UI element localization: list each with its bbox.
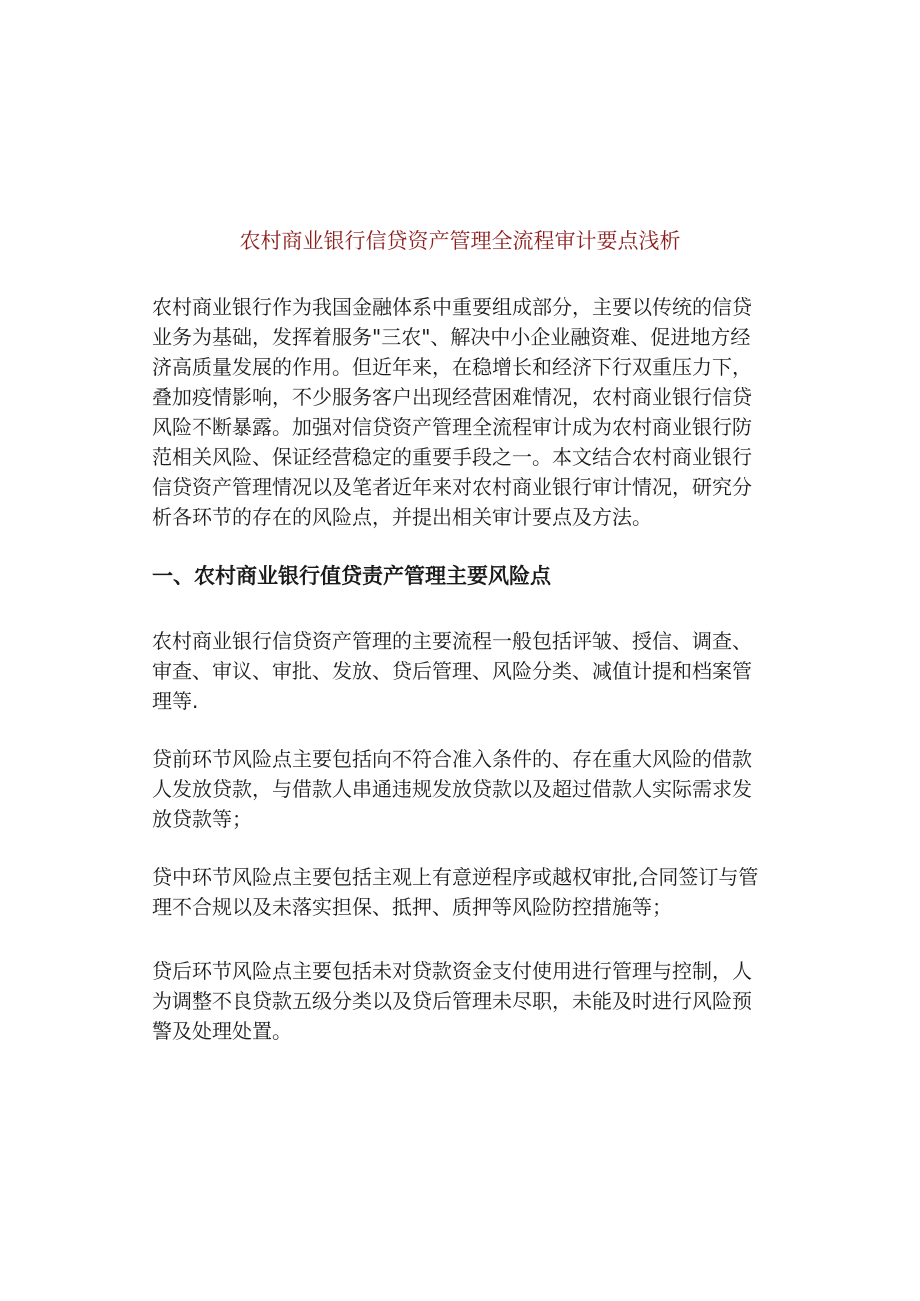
mid-loan-paragraph: 贷中环节风险点主要包括主观上有意逆程序或越权审批,合同签订与管理不合规以及未落实担保、抵押、质押等风险防控措施等； [152,865,759,919]
pre-loan-paragraph: 贷前环节风险点主要包括向不符合准入条件的、存在重大风险的借款人发放贷款，与借款人串通违规发放贷款以及超过借款人实际需求发放贷款等； [152,747,752,831]
process-paragraph: 农村商业银行信贷资产管理的主要流程一般包括评皱、授信、调查、审查、审议、审批、发放、贷后管理、风险分类、减值计提和档案管理等. [152,629,752,713]
document-title: 农村商业银行信贷资产管理全流程审计要点浅析 [239,229,681,253]
intro-paragraph: 农村商业银行作为我国金融体系中重要组成部分，主要以传统的信贷业务为基础，发挥着服务"三农"、解决中小企业融资难、促进地方经济高质量发展的作用。但近年来，在稳增长和经济下行双重压力下，叠加疫情影响，不少服务客户出现经营困难情况，农村商业银行信贷风险不断暴露。加强对信贷资产管理全流程审计成为农村商业银行防范相关风险、保证经营稳定的重要手段之一。本文结合农村商业银行信贷资产管理情况以及笔者近年来对农村商业银行审计情况，研究分析各环节的存在的风险点，并提出相关审计要点及方法。 [152,295,752,529]
section-heading: 一、农村商业银行值贷责产管理主要风险点 [152,564,551,588]
post-loan-paragraph: 贷后环节风险点主要包括未对贷款资金支付使用进行管理与控制，人为调整不良贷款五级分类以及贷后管理未尽职，未能及时进行风险预警及处理处置。 [152,959,752,1043]
